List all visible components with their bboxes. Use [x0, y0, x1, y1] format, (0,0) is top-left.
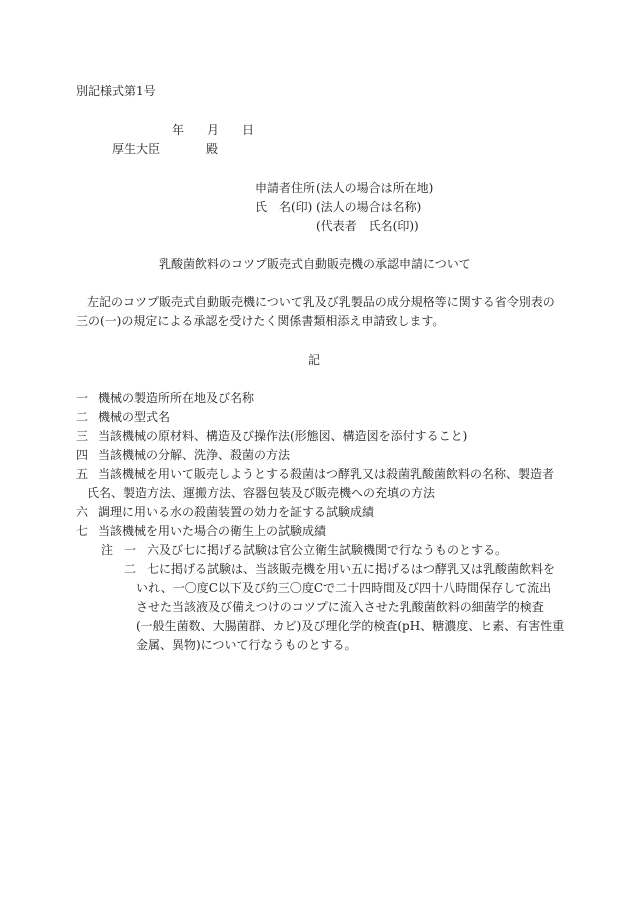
item-number: 四 [76, 448, 89, 462]
item-text: 当該機械の原材料、構造及び操作法(形態図、構造図を添付すること) [98, 429, 468, 443]
body-line-1: 左記のコツプ販売式自動販売機について乳及び乳製品の成分規格等に関する省令別表の [87, 295, 555, 309]
item-number: 五 [76, 467, 89, 481]
note-2-number: 二 [124, 562, 137, 576]
body-line-2: 三の(一)の規定による承認を受けたく関係書類相添え申請致します。 [76, 314, 445, 328]
note-1-number: 一 [124, 543, 137, 557]
item-number: 七 [76, 524, 89, 538]
item-text: 当該機械を用いた場合の衛生上の試験成績 [98, 524, 327, 538]
document-title: 乳酸菌飲料のコツプ販売式自動販売機の承認申請について [159, 257, 471, 271]
applicant-name-note: (法人の場合は名称) [316, 200, 422, 214]
item-text: 機械の製造所所在地及び名称 [98, 391, 255, 405]
item-text: 当該機械の分解、洗浄、殺菌の方法 [98, 448, 291, 462]
note-2-line-1: 七に掲げる試験は、当該販売機を用い五に掲げるはつ酵乳又は乳酸菌飲料を [147, 562, 556, 576]
date-day: 日 [242, 123, 255, 137]
item-number: 六 [76, 505, 89, 519]
addressee-name: 厚生大臣 [112, 142, 161, 156]
item-text: 当該機械を用いて販売しようとする殺菌はつ酵乳又は殺菌乳酸菌飲料の名称、製造者 [98, 467, 555, 481]
note-2-line-3: させた当該液及び備えつけのコツプに流入させた乳酸菌飲料の細菌学的検査 [136, 600, 544, 614]
applicant-name-label: 氏 名(印) [255, 200, 313, 214]
item-text: 調理に用いる水の殺菌装置の効力を証する試験成績 [98, 505, 375, 519]
note-2-line-2: いれ、一〇度C以下及び約三〇度Cで二十四時間及び四十八時間保存して流出 [136, 581, 552, 595]
item-text-continuation: 氏名、製造方法、運搬方法、容器包装及び販売機への充填の方法 [87, 486, 436, 500]
applicant-address-label: 申請者住所 [255, 181, 316, 195]
note-1-text: 六及び七に掲げる試験は官公立衛生試験機関で行なうものとする。 [147, 543, 508, 557]
note-2-line-5: 金属、異物)について行なうものとする。 [136, 638, 357, 652]
date-month: 月 [207, 123, 220, 137]
item-number: 三 [76, 429, 89, 443]
item-number: 二 [76, 410, 89, 424]
applicant-representative-note: (代表者 氏名(印)) [316, 219, 419, 233]
notes-label: 注 [101, 543, 114, 557]
date-year: 年 [172, 123, 185, 137]
applicant-address-note: (法人の場合は所在地) [316, 181, 434, 195]
note-2-line-4: (一般生菌数、大腸菌群、カビ)及び理化学的検査(pH、糖濃度、ヒ素、有害性重 [136, 619, 565, 633]
ki-heading: 記 [308, 353, 321, 367]
form-number: 別記様式第1号 [76, 84, 156, 98]
item-number: 一 [76, 391, 89, 405]
addressee-honorific: 殿 [206, 142, 219, 156]
item-text: 機械の型式名 [98, 410, 171, 424]
